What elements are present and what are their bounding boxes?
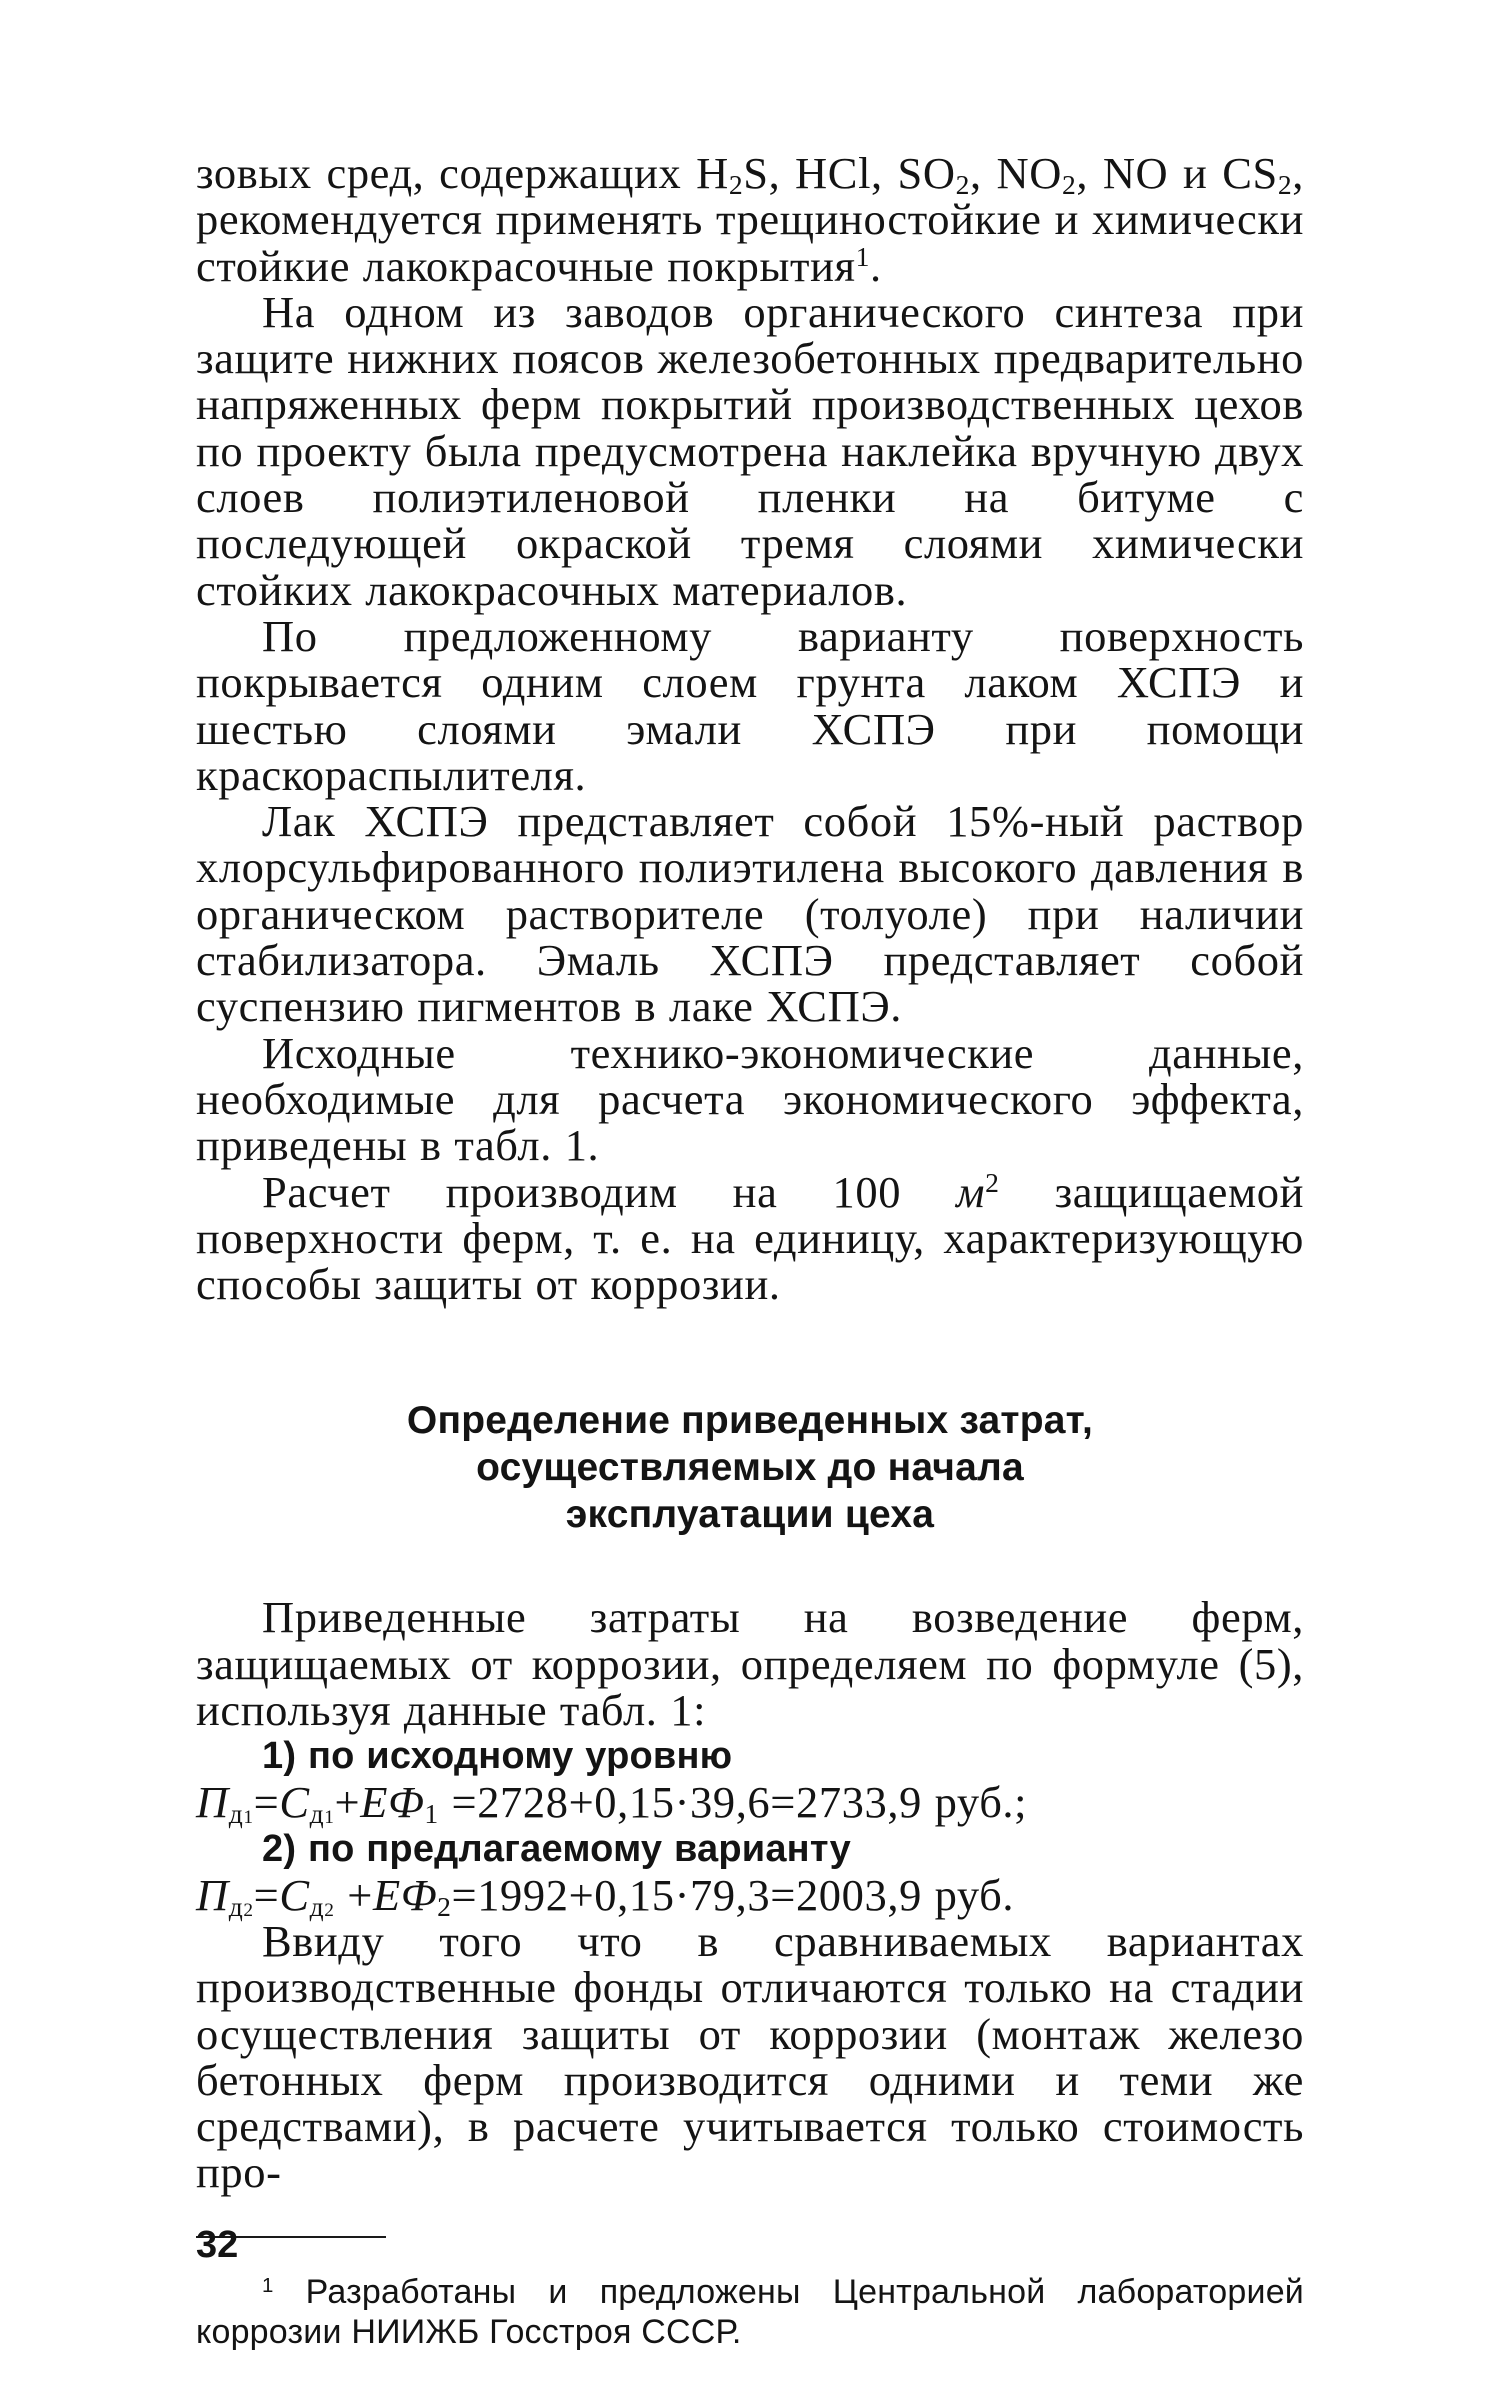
footnote bbox=[196, 2272, 1304, 2352]
text-run: S, HCl, SO bbox=[743, 148, 956, 198]
operator: = bbox=[253, 1777, 280, 1828]
subscript-text: д bbox=[228, 1798, 244, 1830]
list-item-proposed: 2) по предлагаемому варианту bbox=[262, 1827, 851, 1870]
formula-proposed bbox=[196, 1869, 1304, 1922]
superscript: 2 bbox=[985, 1166, 1000, 1198]
subscript-index: 1 bbox=[243, 1807, 254, 1829]
subscript-text: д bbox=[309, 1798, 325, 1830]
paragraph-continued bbox=[196, 150, 1304, 289]
subscript: 2 bbox=[437, 1890, 452, 1922]
subscript: 2 bbox=[728, 169, 744, 201]
section-heading bbox=[196, 1397, 1304, 1538]
symbol: ЕФ bbox=[372, 1869, 438, 1920]
subscript bbox=[310, 1798, 335, 1829]
text-run: зовых сред, содержащих H bbox=[196, 148, 729, 198]
symbol: П bbox=[196, 1869, 229, 1920]
symbol: С bbox=[279, 1777, 310, 1828]
subscript bbox=[229, 1798, 254, 1829]
symbol: ЕФ bbox=[360, 1777, 425, 1828]
subscript-index: 2 bbox=[243, 1899, 254, 1921]
paragraph-calculation-basis bbox=[196, 1166, 1304, 1310]
subscript-index: 2 bbox=[324, 1899, 335, 1921]
paragraph-lacquer-description: Лак ХСПЭ представляет собой 15%-ный раствор хлорсульфированного полиэтилена высокого давления в органическом растворителе (толуоле) при наличии стабилизатора. Эмаль ХСПЭ представляет собой суспензию пигментов в лаке ХСПЭ. bbox=[196, 796, 1304, 1032]
heading-line: Определение приведенных затрат, bbox=[406, 1399, 1094, 1443]
subscript bbox=[229, 1891, 254, 1922]
footnote-text: Разработаны и предложены Центральной лабораторией коррозии НИИЖБ Госстроя СССР. bbox=[196, 2272, 1304, 2351]
formula-baseline bbox=[196, 1777, 1304, 1830]
footnote-mark: 1 bbox=[262, 2274, 274, 2297]
unit: м bbox=[956, 1166, 986, 1217]
page-body bbox=[196, 150, 1304, 2386]
subscript: 2 bbox=[1061, 169, 1077, 201]
symbol: С bbox=[279, 1869, 310, 1920]
operator: + bbox=[334, 1777, 361, 1828]
subscript: 2 bbox=[955, 169, 970, 201]
formula-value: =2728+0,15·39,6=2733,9 руб.; bbox=[438, 1777, 1028, 1828]
page-number: 32 bbox=[196, 2224, 239, 2266]
subscript-index: 1 bbox=[324, 1807, 335, 1829]
paragraph-closing: Ввиду того что в сравниваемых вариантах производственные фонды отличаются только на стадии осуществления защиты от коррозии (монтаж железо бетонных ферм производится одними и теми же средствами), в расчете учитывается только стоимость про- bbox=[196, 1915, 1304, 2198]
text-run: , NO и CS bbox=[1076, 148, 1278, 198]
text-run: . bbox=[869, 240, 882, 291]
paragraph-initial-data: Исходные технико-экономические данные, необходимые для расчета экономического эффекта, приведены в табл. 1. bbox=[196, 1027, 1304, 1171]
footnote-reference: 1 bbox=[855, 240, 870, 272]
paragraph-factory-example: На одном из заводов органического синтеза при защите нижних поясов железобетонных предварительно напряженных ферм покрытий производственных цехов по проекту была предусмотрена наклейка вручную двух слоев полиэтиленовой пленки на битуме с последующей окраской тремя слоями химически стойких лакокрасочных материалов. bbox=[196, 286, 1304, 615]
formula-value: =1992+0,15·79,3=2003,9 руб. bbox=[451, 1869, 1015, 1920]
paragraph-proposed-variant: По предложенному варианту поверхность покрывается одним слоем грунта лаком ХСПЭ и шестью слоями эмали ХСПЭ при помощи краскораспылителя. bbox=[196, 610, 1304, 800]
subscript-text: д bbox=[309, 1890, 325, 1922]
operator: = bbox=[253, 1869, 280, 1920]
list-item-baseline: 1) по исходному уровню bbox=[262, 1735, 733, 1778]
text-run: Расчет производим на 100 bbox=[262, 1166, 957, 1217]
subscript: 2 bbox=[1277, 169, 1293, 201]
text-run: , рекомендуется применять трещиностойкие и химически стойкие лакокрасочные покрытия bbox=[196, 148, 1304, 291]
heading-line: эксплуатации цеха bbox=[565, 1493, 935, 1537]
subscript-text: д bbox=[228, 1890, 244, 1922]
operator: + bbox=[334, 1869, 373, 1920]
symbol: П bbox=[196, 1777, 229, 1828]
paragraph-section-intro: Приведенные затраты на возведение ферм, защищаемых от коррозии, определяем по формуле (5), используя данные табл. 1: bbox=[196, 1592, 1304, 1736]
subscript: 1 bbox=[424, 1798, 439, 1830]
text-run: защищаемой поверхности ферм, т. е. на единицу, характеризующую способы защиты от коррозии. bbox=[196, 1166, 1304, 1310]
text-run: , NO bbox=[970, 148, 1062, 198]
heading-line: осуществляемых до начала bbox=[476, 1446, 1024, 1490]
